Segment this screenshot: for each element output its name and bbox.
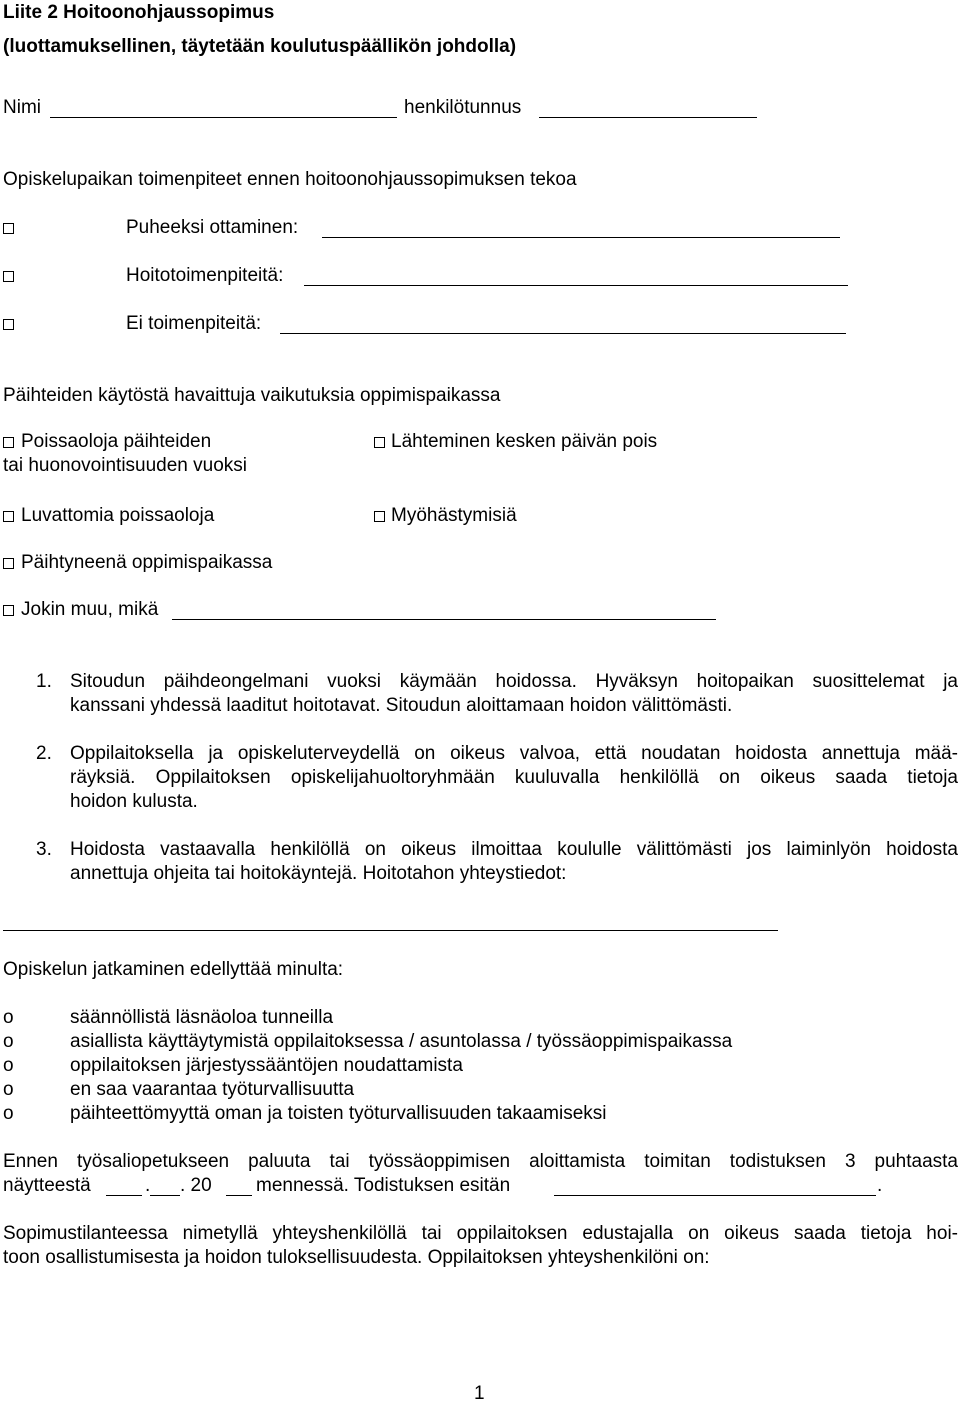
checkbox-poissaoloja[interactable]	[3, 437, 14, 448]
commitment-text-line: Hoidosta vastaavalla henkilöllä on oikeus ilmoittaa koululle välittömästi jos laiminlyön hoidosta	[70, 839, 958, 860]
lahteminen-label: Lähteminen kesken päivän pois	[391, 431, 658, 452]
commitment-number: 2.	[36, 743, 52, 764]
page-number: 1	[474, 1383, 485, 1404]
date-separator: .	[145, 1175, 151, 1196]
sample-day-field[interactable]	[106, 1175, 142, 1196]
checkbox-hoitotoimenpiteita[interactable]	[3, 271, 14, 282]
year-prefix: . 20	[180, 1175, 212, 1196]
ei-toimenpiteita-field[interactable]	[280, 313, 846, 334]
commitment-text-line: annettuja ohjeita tai hoitokäyntejä. Hoitotahon yhteystiedot:	[70, 863, 567, 884]
contact-line1: Sopimustilanteessa nimetyllä yhteyshenkilöllä tai oppilaitoksen edustajalla on oikeus saada tietoja hoi-	[3, 1223, 958, 1244]
checkbox-lahteminen[interactable]	[374, 437, 385, 448]
contact-info-field[interactable]	[3, 910, 778, 931]
commitment-text-line: Oppilaitoksella ja opiskeluterveydellä on oikeus valvoa, että noudatan hoidosta annettuja mää-	[70, 743, 958, 764]
list-bullet: o	[3, 1007, 14, 1028]
checkbox-jokin-muu[interactable]	[3, 605, 14, 616]
list-bullet: o	[3, 1055, 14, 1076]
commitment-number: 1.	[36, 671, 52, 692]
commitment-text-line: hoidon kulusta.	[70, 791, 198, 812]
checkbox-paihtyneena[interactable]	[3, 558, 14, 569]
jokin-muu-label: Jokin muu, mikä	[21, 599, 159, 620]
checkbox-myohastymisia[interactable]	[374, 511, 385, 522]
poissaoloja-label-line1: Poissaoloja päihteiden	[21, 431, 212, 452]
name-field[interactable]	[50, 97, 397, 118]
contact-line2: toon osallistumisesta ja hoidon tuloksellisuudesta. Oppilaitoksen yhteyshenkilöni on:	[3, 1247, 710, 1268]
document-title: Liite 2 Hoitoonohjaussopimus	[3, 2, 275, 23]
document-subtitle: (luottamuksellinen, täytetään koulutuspäällikön johdolla)	[3, 36, 517, 57]
list-item: oppilaitoksen järjestyssääntöjen noudattamista	[70, 1055, 463, 1076]
return-requirement-line1: Ennen työsaliopetukseen paluuta tai työssäoppimisen aloittamista toimitan todistuksen 3 puhtaasta	[3, 1151, 958, 1172]
commitment-number: 3.	[36, 839, 52, 860]
jokin-muu-field[interactable]	[172, 599, 716, 620]
option-puheeksi-label: Puheeksi ottaminen:	[126, 217, 299, 238]
list-item: päihteettömyyttä oman ja toisten työturvallisuuden takaamiseksi	[70, 1103, 607, 1124]
checkbox-puheeksi[interactable]	[3, 223, 14, 234]
return-requirement-line2-a: näytteestä	[3, 1175, 91, 1196]
ssn-label: henkilötunnus	[404, 97, 522, 118]
list-item: en saa vaarantaa työturvallisuutta	[70, 1079, 355, 1100]
certificate-recipient-field[interactable]	[554, 1175, 876, 1196]
list-bullet: o	[3, 1031, 14, 1052]
name-label: Nimi	[3, 97, 41, 118]
hoitotoimenpiteita-field[interactable]	[304, 265, 848, 286]
ssn-field[interactable]	[539, 97, 757, 118]
list-bullet: o	[3, 1079, 14, 1100]
sample-year-field[interactable]	[226, 1175, 252, 1196]
return-requirement-end: .	[877, 1175, 883, 1196]
poissaoloja-label-line2: tai huonovointisuuden vuoksi	[3, 455, 248, 476]
paihtyneena-label: Päihtyneenä oppimispaikassa	[21, 552, 273, 573]
commitment-text-line: räyksiä. Oppilaitoksen opiskelijahuoltoryhmään kuuluvalla henkilöllä on oikeus saada tietoja	[70, 767, 958, 788]
workplace-actions-heading: Opiskelupaikan toimenpiteet ennen hoitoonohjaussopimuksen tekoa	[3, 169, 577, 190]
option-hoitotoimenpiteita-label: Hoitotoimenpiteitä:	[126, 265, 284, 286]
checkbox-luvattomia[interactable]	[3, 511, 14, 522]
list-bullet: o	[3, 1103, 14, 1124]
checkbox-ei-toimenpiteita[interactable]	[3, 319, 14, 330]
list-item: säännöllistä läsnäoloa tunneilla	[70, 1007, 334, 1028]
commitment-text-line: kanssani yhdessä laaditut hoitotavat. Sitoudun aloittamaan hoidon välittömästi.	[70, 695, 733, 716]
continuation-heading: Opiskelun jatkaminen edellyttää minulta:	[3, 959, 344, 980]
list-item: asiallista käyttäytymistä oppilaitoksessa / asuntolassa / työssäoppimispaikassa	[70, 1031, 733, 1052]
puheeksi-field[interactable]	[322, 217, 840, 238]
effects-heading: Päihteiden käytöstä havaittuja vaikutuksia oppimispaikassa	[3, 385, 501, 406]
sample-month-field[interactable]	[150, 1175, 180, 1196]
commitment-text-line: Sitoudun päihdeongelmani vuoksi käymään hoidossa. Hyväksyn hoitopaikan suosittelemat ja	[70, 671, 958, 692]
return-requirement-line2-c: mennessä. Todistuksen esitän	[256, 1175, 511, 1196]
option-ei-toimenpiteita-label: Ei toimenpiteitä:	[126, 313, 262, 334]
luvattomia-label: Luvattomia poissaoloja	[21, 505, 215, 526]
myohastymisia-label: Myöhästymisiä	[391, 505, 517, 526]
